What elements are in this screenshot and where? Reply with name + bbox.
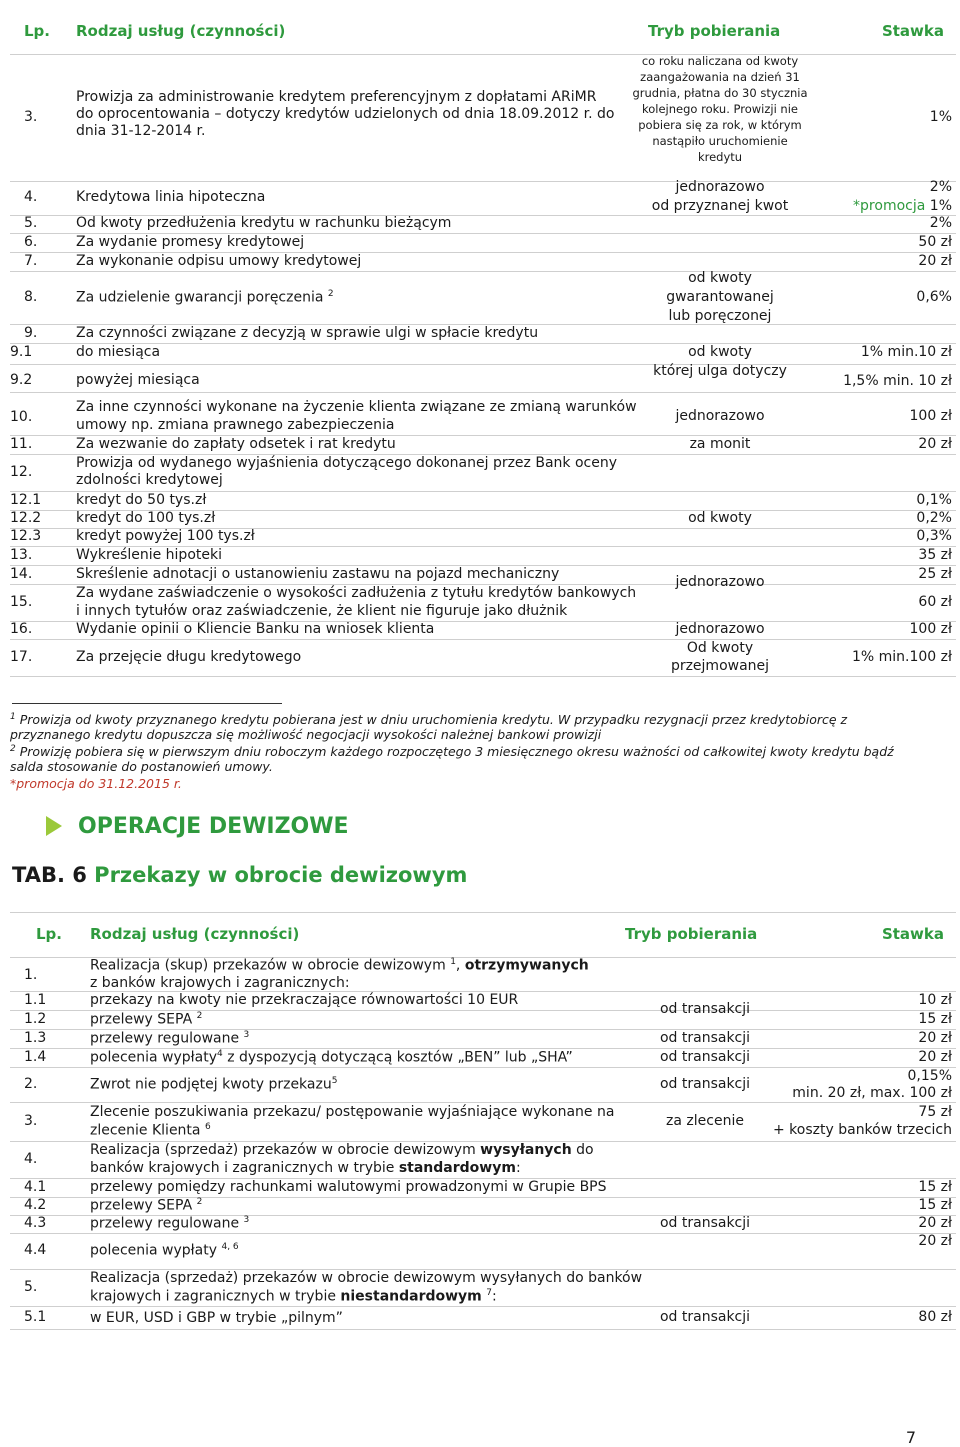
row-desc: i innych tytułów oraz zaświadczenie, że klient nie figuruje jako dłużnik — [76, 603, 568, 619]
row-desc: Kredytowa linia hipoteczna — [76, 189, 266, 205]
row-lp: 5. — [24, 1279, 38, 1295]
row-lp: 13. — [10, 547, 33, 563]
row-desc: przelewy regulowane $^3$ — [90, 1030, 250, 1047]
table-row — [10, 1049, 956, 1068]
table-row — [10, 455, 956, 492]
table-row — [10, 393, 956, 436]
row-desc: przelewy SEPA $^2$ — [90, 1197, 203, 1214]
table-row — [10, 181, 956, 216]
row-lp: 1.1 — [24, 992, 47, 1008]
header-desc: Rodzaj usług (czynności) — [76, 22, 286, 40]
row-desc: Za udzielenie gwarancji poręczenia $^2$ — [76, 289, 334, 306]
row-lp: 15. — [10, 594, 33, 610]
table-row — [10, 957, 956, 992]
row-lp: 1.2 — [24, 1011, 47, 1027]
section-arrow-icon — [46, 816, 62, 836]
table-row — [10, 547, 956, 566]
row-rate: + koszty banków trzecich — [773, 1122, 952, 1138]
page-number: 7 — [905, 1428, 916, 1447]
row-rate: 2% — [929, 179, 952, 195]
row-desc: Za inne czynności wykonane na życzenie klienta związane ze zmianą warunków — [76, 399, 637, 415]
table-row — [10, 528, 956, 547]
row-mode: od transakcji — [659, 1049, 751, 1065]
row-desc: przelewy pomiędzy rachunkami walutowymi prowadzonymi w Grupie BPS — [90, 1179, 607, 1195]
row-rate: 20 zł — [918, 1233, 952, 1249]
table-row — [10, 436, 956, 455]
table-row — [10, 1197, 956, 1216]
row-lp: 4. — [24, 189, 38, 205]
row-mode: od przyznanej kwot — [651, 198, 789, 214]
row-lp: 4.1 — [24, 1179, 47, 1195]
row-lp: 1. — [24, 967, 38, 983]
row-lp: 4.3 — [24, 1215, 47, 1231]
row-desc: krajowych i zagranicznych w trybie niestandardowym $^7$: — [90, 1288, 497, 1305]
header-lp: Lp. — [24, 22, 50, 40]
commission-table-fx — [10, 912, 956, 958]
table-title: TAB. 6 Przekazy w obrocie dewizowym — [12, 863, 468, 887]
row-rate: 0,3% — [916, 528, 952, 544]
table-row — [10, 1233, 956, 1270]
row-mode: od kwoty — [688, 344, 752, 360]
row-mode: za monit — [689, 436, 751, 452]
row-rate: 15 zł — [918, 1011, 952, 1027]
table-row — [10, 992, 956, 1017]
row-mode: jednorazowo — [675, 621, 765, 637]
header-mode: Tryb pobierania — [648, 22, 781, 40]
row-desc: powyżej miesiąca — [76, 372, 200, 388]
table-row — [10, 1068, 956, 1103]
row-desc: z banków krajowych i zagranicznych: — [90, 975, 350, 991]
row-lp: 8. — [24, 289, 38, 305]
row-lp: 12.3 — [10, 528, 42, 544]
row-lp: 2. — [24, 1076, 38, 1092]
row-desc: Skreślenie adnotacji o ustanowieniu zastawu na pojazd mechaniczny — [76, 566, 560, 582]
row-desc: przekazy na kwoty nie przekraczające równowartości 10 EUR — [90, 992, 519, 1008]
row-desc: Prowizja za administrowanie kredytem preferencyjnym z dopłatami ARiMR do oprocentowania – dotyczy kredytów udzielonych od dnia 18.09.2012 r. do dnia 31-12-2014 r. — [76, 89, 615, 139]
table-row — [10, 640, 956, 677]
table-row — [10, 215, 956, 234]
row-rate: 20 zł — [918, 1215, 952, 1231]
table-row — [10, 566, 956, 590]
row-desc: Za wezwanie do zapłaty odsetek i rat kredytu — [76, 436, 396, 452]
row-mode: od transakcji — [659, 1309, 751, 1325]
row-mode: Od kwoty — [686, 640, 754, 656]
footnote-1: $^1$ Prowizja od kwoty przyznanego kredytu pobierana jest w dniu uruchomienia kredytu. W przypadku rezygnacji przez kredytobiorcę z przyznanego kredytu dopuszcza się możliwość negocjacji wysokości należnej bankowi prowizji — [10, 712, 848, 743]
row-lp: 12.2 — [10, 510, 42, 526]
table-row — [10, 344, 956, 365]
row-lp: 6. — [24, 234, 38, 250]
row-rate: 25 zł — [918, 566, 952, 582]
header-desc: Rodzaj usług (czynności) — [90, 925, 300, 943]
row-desc: Za wykonanie odpisu umowy kredytowej — [76, 253, 362, 269]
row-desc: Zlecenie poszukiwania przekazu/ postępowanie wyjaśniające wykonane na — [90, 1104, 615, 1120]
row-rate: 0,15% — [907, 1068, 952, 1084]
row-lp: 11. — [10, 436, 33, 452]
table-row — [10, 510, 956, 529]
row-desc: przelewy regulowane $^3$ — [90, 1215, 250, 1232]
table-row — [10, 1179, 956, 1198]
table-row — [10, 1307, 956, 1330]
row-desc: w EUR, USD i GBP w trybie „pilnym” — [90, 1310, 343, 1326]
row-lp: 14. — [10, 566, 33, 582]
table-row — [10, 1030, 956, 1049]
row-mode: lub poręczonej — [668, 308, 772, 324]
row-mode: co roku naliczana od kwoty zaangażowania na dzień 31 grudnia, płatna do 30 stycznia kolejnego roku. Prowizji nie pobiera się za rok, w którym nastąpiło uruchomienie kredytu — [632, 54, 808, 164]
row-rate: 1,5% min. 10 zł — [843, 373, 952, 389]
row-desc: zlecenie Klienta $^6$ — [90, 1122, 211, 1139]
row-desc: Realizacja (skup) przekazów w obrocie dewizowym $^1$, otrzymywanych — [90, 957, 589, 974]
row-desc: do miesiąca — [76, 344, 161, 360]
row-mode: której ulga dotyczy — [653, 363, 787, 379]
table-row — [10, 364, 956, 393]
table-row — [10, 621, 956, 640]
row-mode: za zlecenie — [666, 1113, 744, 1129]
row-desc: Za czynności związane z decyzją w sprawie ulgi w spłacie kredytu — [76, 325, 539, 341]
row-lp: 10. — [10, 409, 33, 425]
row-rate: 20 zł — [918, 253, 952, 269]
row-mode: jednorazowo — [675, 179, 765, 195]
row-desc: Od kwoty przedłużenia kredytu w rachunku bieżącym — [76, 215, 452, 231]
section-title: OPERACJE DEWIZOWE — [78, 814, 349, 839]
commission-table-credit — [10, 10, 956, 55]
row-mode: od transakcji — [659, 1215, 751, 1231]
row-mode: od kwoty — [688, 510, 752, 526]
row-mode: od kwoty — [688, 270, 752, 286]
row-mode: gwarantowanej — [666, 289, 774, 305]
row-desc: Realizacja (sprzedaż) przekazów w obrocie dewizowym wysyłanych do — [90, 1142, 594, 1158]
row-lp: 3. — [24, 109, 38, 125]
row-lp: 4.2 — [24, 1197, 47, 1213]
row-desc: polecenia wypłaty $^{4, 6}$ — [90, 1242, 239, 1259]
row-rate: 15 zł — [918, 1197, 952, 1213]
promo-rate: *promocja 1% — [853, 198, 952, 214]
row-desc: zdolności kredytowej — [76, 472, 223, 488]
table-row — [10, 272, 956, 325]
row-rate: 35 zł — [918, 547, 952, 563]
row-rate: 100 zł — [909, 621, 952, 637]
row-lp: 5. — [24, 215, 38, 231]
footnote-divider — [12, 703, 282, 704]
row-desc: kredyt do 100 tys.zł — [76, 510, 216, 526]
table-row — [10, 253, 956, 272]
row-rate: 1% min.100 zł — [851, 649, 952, 665]
row-lp: 9. — [24, 325, 38, 341]
row-mode: jednorazowo — [675, 574, 765, 590]
row-lp: 7. — [24, 253, 38, 269]
row-rate: 1% min.10 zł — [860, 344, 952, 360]
table-row — [10, 492, 956, 511]
row-desc: Realizacja (sprzedaż) przekazów w obrocie dewizowym wysyłanych do banków — [90, 1270, 643, 1286]
row-desc: Zwrot nie podjętej kwoty przekazu$^5$ — [90, 1076, 338, 1093]
row-rate: 2% — [929, 215, 952, 231]
row-desc: przelewy SEPA $^2$ — [90, 1011, 203, 1028]
row-rate: 0,1% — [916, 492, 952, 508]
header-rate: Stawka — [881, 925, 944, 943]
row-desc: Za wydanie promesy kredytowej — [76, 234, 305, 250]
row-rate: 50 zł — [918, 234, 952, 250]
row-rate: 80 zł — [918, 1309, 952, 1325]
row-desc: banków krajowych i zagranicznych w trybie standardowym: — [90, 1160, 521, 1176]
row-rate: 20 zł — [918, 1030, 952, 1046]
row-rate: 20 zł — [918, 436, 952, 452]
row-lp: 12. — [10, 464, 33, 480]
row-lp: 4.4 — [24, 1242, 47, 1258]
row-rate: min. 20 zł, max. 100 zł — [792, 1085, 952, 1101]
row-lp: 9.1 — [10, 344, 33, 360]
row-lp: 1.3 — [24, 1030, 47, 1046]
row-mode: przejmowanej — [670, 658, 770, 674]
table-row — [10, 325, 956, 344]
row-rate: 1% — [929, 109, 952, 125]
row-mode: jednorazowo — [675, 408, 765, 424]
row-rate: 10 zł — [918, 992, 952, 1008]
table-row — [10, 55, 956, 182]
row-lp: 9.2 — [10, 372, 33, 388]
header-rate: Stawka — [881, 22, 944, 40]
table-header — [10, 912, 956, 958]
footnote-2: $^2$ Prowizję pobiera się w pierwszym dniu roboczym każdego rozpoczętego 3 miesięcznego okresu ważności od całkowitej kwoty kredytu bądź salda stosowanie do postanowień umowy. — [10, 744, 894, 775]
row-rate: 100 zł — [909, 408, 952, 424]
row-mode: od transakcji — [659, 1076, 751, 1092]
row-rate: 20 zł — [918, 1049, 952, 1065]
table-row — [10, 1215, 956, 1234]
row-desc: kredyt do 50 tys.zł — [76, 492, 207, 508]
row-desc: Wykreślenie hipoteki — [76, 547, 222, 563]
row-lp: 3. — [24, 1113, 38, 1129]
table-row — [10, 234, 956, 253]
row-desc: umowy np. zmiana prawnego zabezpieczenia — [76, 417, 395, 433]
header-mode: Tryb pobierania — [625, 925, 758, 943]
row-lp: 1.4 — [24, 1049, 47, 1065]
row-rate: 0,2% — [916, 510, 952, 526]
table-row — [10, 585, 956, 622]
row-lp: 4. — [24, 1151, 38, 1167]
row-rate: 75 zł — [918, 1104, 952, 1120]
row-desc: Prowizja od wydanego wyjaśnienia dotyczącego dokonanej przez Bank oceny — [76, 455, 617, 471]
table-row — [10, 1103, 956, 1142]
row-desc: kredyt powyżej 100 tys.zł — [76, 528, 255, 544]
table-header — [10, 10, 956, 55]
promo-note: *promocja do 31.12.2015 r. — [10, 776, 182, 791]
table-row — [10, 1270, 956, 1307]
header-lp: Lp. — [36, 925, 62, 943]
row-lp: 16. — [10, 621, 33, 637]
row-rate: 15 zł — [918, 1179, 952, 1195]
table-row — [10, 1011, 956, 1030]
row-mode: od transakcji — [659, 1001, 751, 1017]
row-rate: 0,6% — [916, 289, 952, 305]
row-desc: Za wydane zaświadczenie o wysokości zadłużenia z tytułu kredytów bankowych — [76, 585, 637, 601]
row-lp: 5.1 — [24, 1309, 47, 1325]
row-desc: polecenia wypłaty$^4$ z dyspozycją dotyczącą kosztów „BEN” lub „SHA” — [90, 1049, 573, 1066]
row-mode: od transakcji — [659, 1030, 751, 1046]
row-lp: 17. — [10, 649, 33, 665]
table-row — [10, 1142, 956, 1179]
row-desc: Wydanie opinii o Kliencie Banku na wniosek klienta — [76, 621, 435, 637]
row-desc: Za przejęcie długu kredytowego — [76, 649, 302, 665]
row-rate: 60 zł — [918, 594, 952, 610]
row-lp: 12.1 — [10, 492, 42, 508]
